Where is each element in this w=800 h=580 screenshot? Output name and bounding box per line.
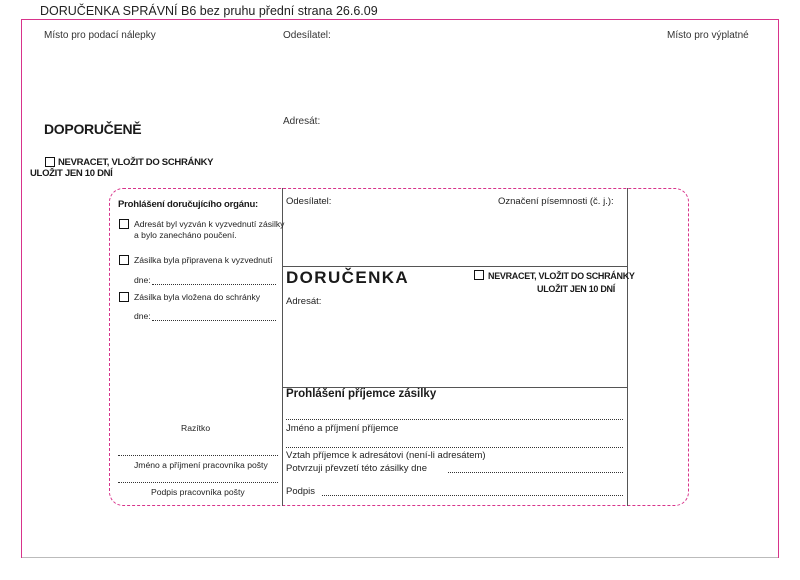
divider-right — [627, 188, 628, 506]
sender-label: Odesílatel: — [283, 30, 331, 41]
declaration-heading: Prohlášení příjemce zásilky — [286, 388, 437, 400]
frame-top-accent — [21, 19, 779, 20]
recipient-name-label: Jméno a příjmení příjemce — [286, 423, 399, 434]
confirm-date-label: Potvrzuji převzetí této zásilky dne — [286, 463, 427, 474]
sticker-place-label: Místo pro podací nálepky — [44, 30, 156, 41]
document-ref-label: Označení písemnosti (č. j.): — [498, 196, 614, 207]
courier-declaration-heading: Prohlášení doručujícího orgánu: — [118, 199, 259, 210]
no-return-label: NEVRACET, VLOŽIT DO SCHRÁNKY — [58, 157, 214, 168]
frame-left-accent — [21, 19, 22, 558]
option-mailbox-checkbox[interactable] — [119, 292, 129, 302]
worker-name-label: Jméno a příjmení pracovníka pošty — [134, 460, 268, 470]
stamp-label: Razítko — [181, 423, 211, 433]
worker-signature-label: Podpis pracovníka pošty — [151, 487, 245, 497]
relation-label: Vztah příjemce k adresátovi (není-li adresátem) — [286, 450, 486, 461]
card-recipient-label: Adresát: — [286, 296, 322, 307]
option-notified-checkbox[interactable] — [119, 219, 129, 229]
relation-field[interactable] — [286, 447, 623, 448]
frame-right-accent — [778, 19, 779, 558]
divider-left — [282, 188, 283, 506]
payment-place-label: Místo pro výplatné — [667, 30, 749, 41]
option-prepared-date-label: dne: — [134, 275, 151, 285]
recipient-label: Adresát: — [283, 116, 321, 127]
signature-label: Podpis — [286, 486, 316, 497]
document-title: DORUČENKA SPRÁVNÍ B6 bez pruhu přední strana 26.6.09 — [40, 4, 378, 18]
option-prepared-checkbox[interactable] — [119, 255, 129, 265]
worker-signature-field[interactable] — [118, 482, 278, 483]
card-title-rule — [282, 266, 627, 267]
option-mailbox-date-field[interactable] — [152, 320, 276, 321]
option-mailbox-date-label: dne: — [134, 311, 151, 321]
worker-name-field[interactable] — [118, 455, 278, 456]
no-return-checkbox[interactable] — [45, 157, 55, 167]
option-notified-line2: a bylo zanecháno poučení. — [134, 230, 237, 240]
card-no-return-checkbox[interactable] — [474, 270, 484, 280]
card-sender-label: Odesílatel: — [286, 196, 332, 207]
confirm-date-field[interactable] — [448, 472, 623, 473]
option-mailbox-label: Zásilka byla vložena do schránky — [134, 292, 261, 302]
option-prepared-date-field[interactable] — [152, 284, 276, 285]
card-store-days-label: ULOŽIT JEN 10 DNÍ — [537, 284, 615, 294]
signature-field[interactable] — [322, 495, 623, 496]
option-prepared-label: Zásilka byla připravena k vyzvednutí — [134, 255, 273, 265]
registered-label: DOPORUČENĚ — [44, 121, 142, 137]
card-title: DORUČENKA — [286, 268, 410, 287]
store-days-label: ULOŽIT JEN 10 DNÍ — [30, 168, 113, 179]
recipient-name-field[interactable] — [286, 419, 623, 420]
option-notified-line1: Adresát byl vyzván k vyzvednutí zásilky — [134, 219, 285, 229]
card-no-return-label: NEVRACET, VLOŽIT DO SCHRÁNKY — [488, 271, 635, 281]
